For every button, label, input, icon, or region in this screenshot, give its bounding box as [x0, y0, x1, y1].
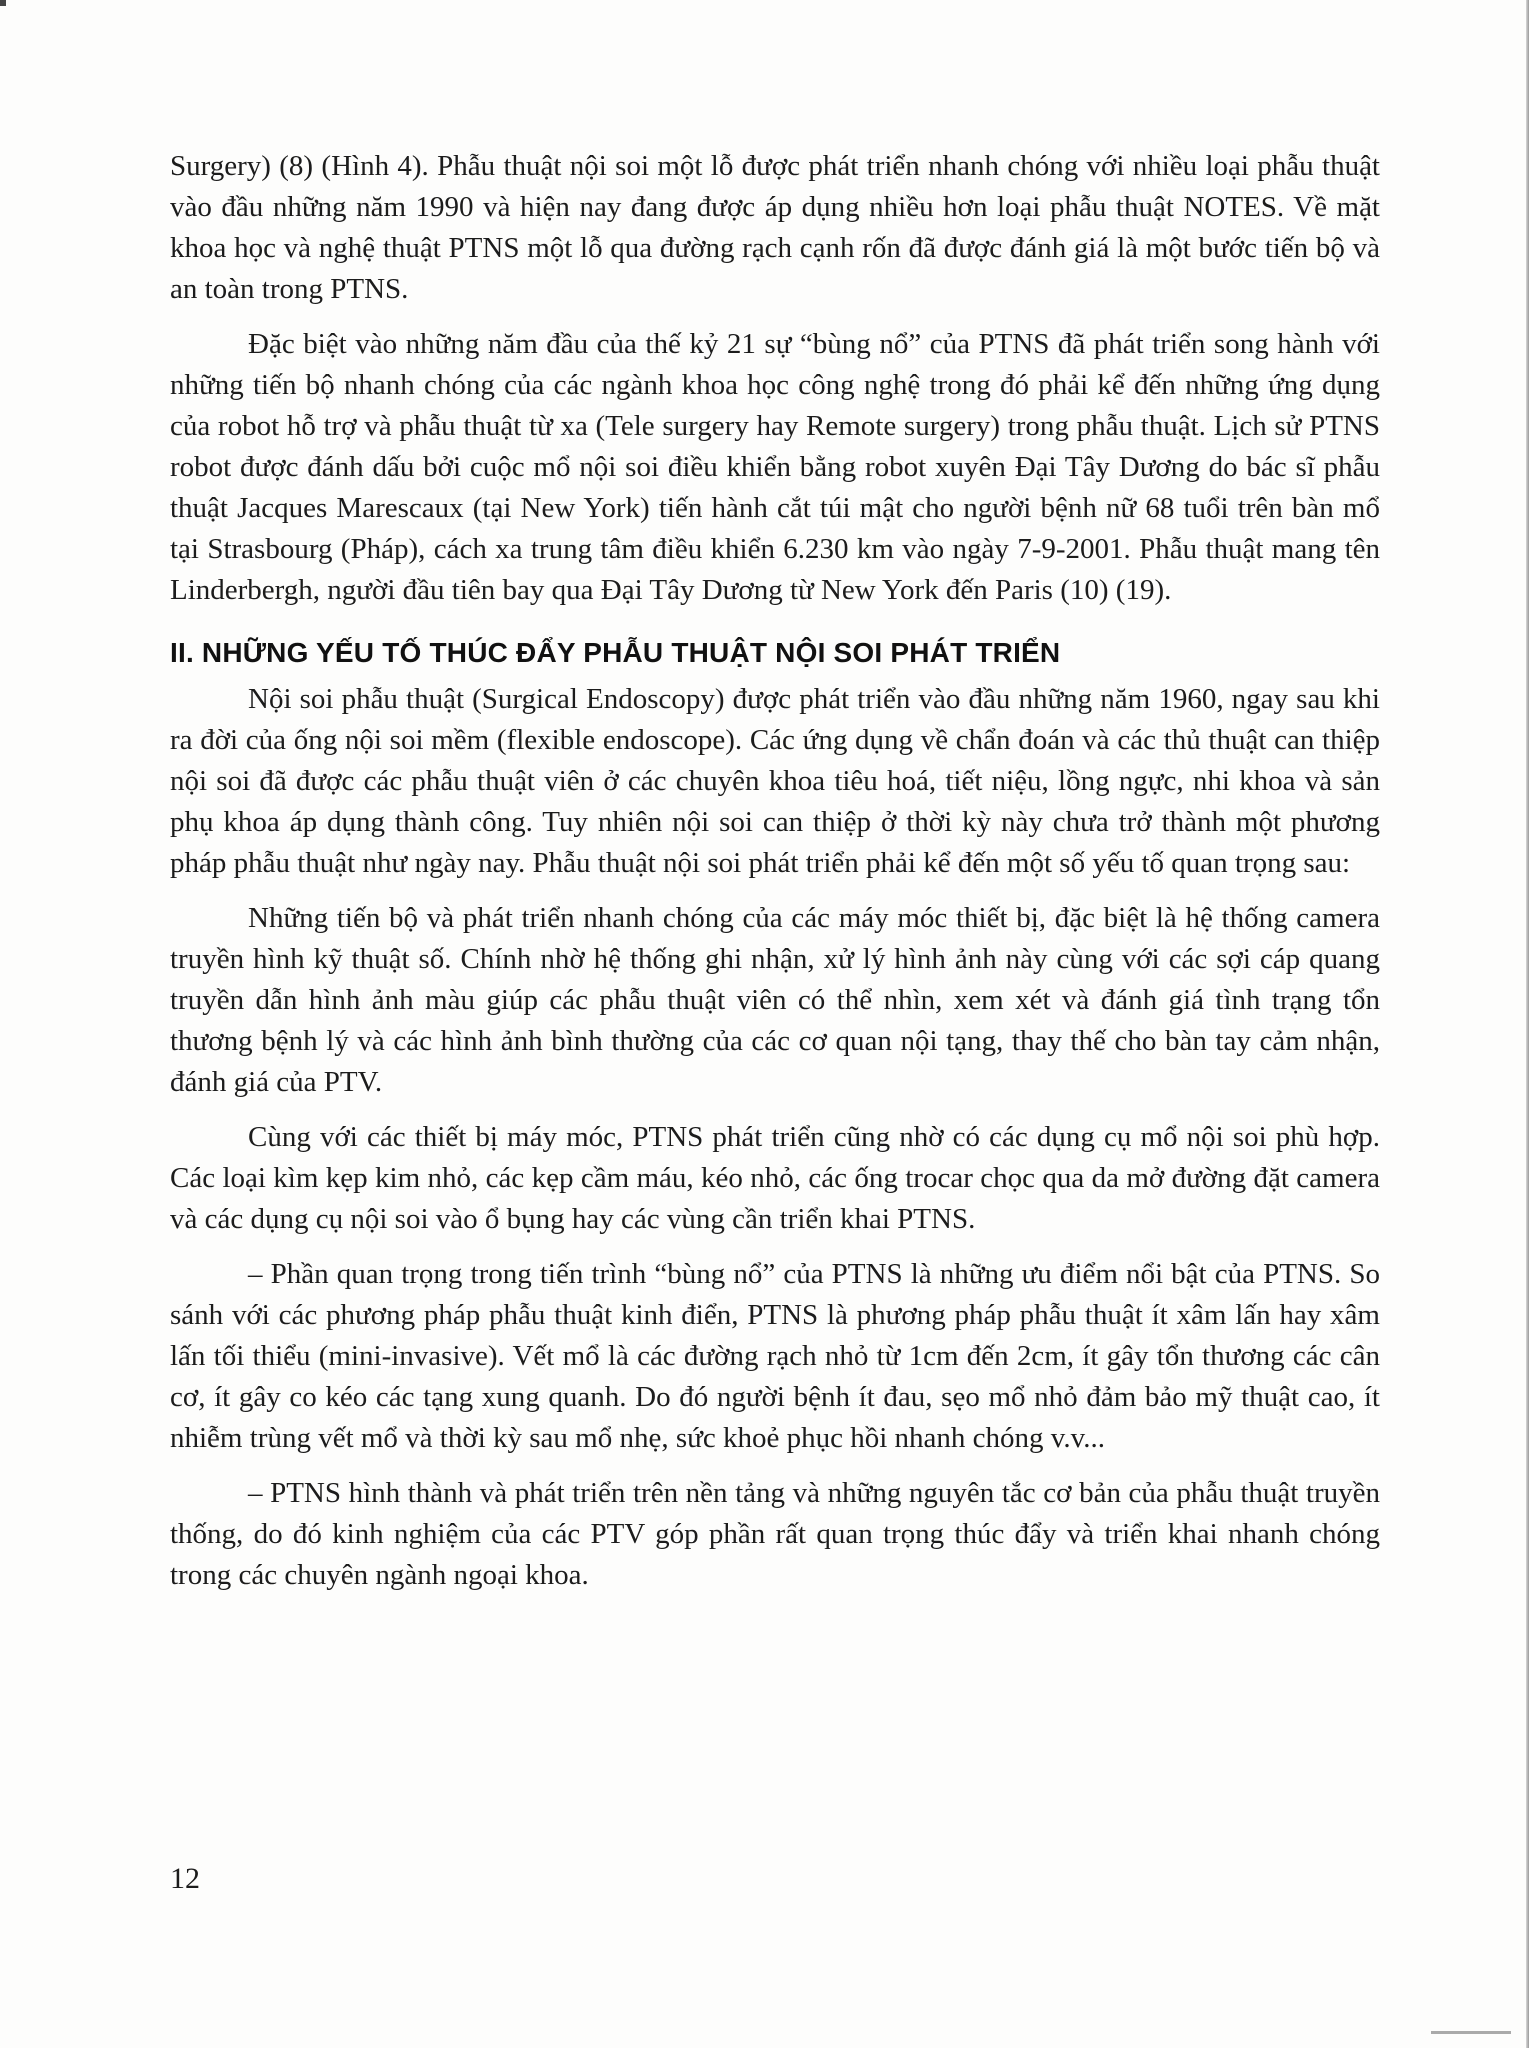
paragraph-surgical-endoscopy: Nội soi phẫu thuật (Surgical Endoscopy) được phát triển vào đầu những năm 1960, ngay sau khi ra đời của ống nội soi mềm (flexible endoscope). Các ứng dụng về chẩn đoán và các thủ thuật can thiệp nội soi đã được các phẫu thuật viên ở các chuyên khoa tiêu hoá, tiết niệu, lồng ngực, nhi khoa và sản phụ khoa áp dụng thành công. Tuy nhiên nội soi can thiệp ở thời kỳ này chưa trở thành một phương pháp phẫu thuật như ngày nay. Phẫu thuật nội soi phát triển phải kể đến một số yếu tố quan trọng sau: [170, 683, 1380, 879]
paragraph-foundations: – PTNS hình thành và phát triển trên nền tảng và những nguyên tắc cơ bản của phẫu thuật truyền thống, do đó kinh nghiệm của các PTV góp phần rất quan trọng thúc đẩy và triển khai nhanh chóng trong các chuyên ngành ngoại khoa. [170, 1477, 1380, 1591]
paragraph-robot-surgery: Đặc biệt vào những năm đầu của thế kỷ 21 sự “bùng nổ” của PTNS đã phát triển song hành với những tiến bộ nhanh chóng của các ngành khoa học công nghệ trong đó phải kể đến những ứng dụng của robot hỗ trợ và phẫu thuật từ xa (Tele surgery hay Remote surgery) trong phẫu thuật. Lịch sử PTNS robot được đánh dấu bởi cuộc mổ nội soi điều khiển bằng robot xuyên Đại Tây Dương do bác sĩ phẫu thuật Jacques Marescaux (tại New York) tiến hành cắt túi mật cho người bệnh nữ 68 tuổi trên bàn mổ tại Strasbourg (Pháp), cách xa trung tâm điều khiển 6.230 km vào ngày 7-9-2001. Phẫu thuật mang tên Linderbergh, người đầu tiên bay qua Đại Tây Dương từ New York đến Paris (10) (19). [170, 328, 1380, 606]
section-heading: II. NHỮNG YẾU TỐ THÚC ĐẨY PHẪU THUẬT NỘI SOI PHÁT TRIỂN [170, 637, 1061, 668]
paragraph-advantages: – Phần quan trọng trong tiến trình “bùng nổ” của PTNS là những ưu điểm nổi bật của PTNS. So sánh với các phương pháp phẫu thuật kinh điển, PTNS là phương pháp phẫu thuật ít xâm lấn hay xâm lấn tối thiểu (mini-invasive). Vết mổ là các đường rạch nhỏ từ 1cm đến 2cm, ít gây tổn thương các cân cơ, ít gây co kéo các tạng xung quanh. Do đó người bệnh ít đau, sẹo mổ nhỏ đảm bảo mỹ thuật cao, ít nhiễm trùng vết mổ và thời kỳ sau mổ nhẹ, sức khoẻ phục hồi nhanh chóng v.v... [170, 1258, 1380, 1454]
page-body [170, 146, 1380, 1610]
paragraph-continuation: Surgery) (8) (Hình 4). Phẫu thuật nội soi một lỗ được phát triển nhanh chóng với nhiều loại phẫu thuật vào đầu những năm 1990 và hiện nay đang được áp dụng nhiều hơn loại phẫu thuật NOTES. Về mặt khoa học và nghệ thuật PTNS một lỗ qua đường rạch cạnh rốn đã được đánh giá là một bước tiến bộ và an toàn trong PTNS. [170, 150, 1380, 305]
scan-bottom-mark [1431, 2031, 1511, 2034]
paragraph-instruments: Cùng với các thiết bị máy móc, PTNS phát triển cũng nhờ có các dụng cụ mổ nội soi phù hợp. Các loại kìm kẹp kim nhỏ, các kẹp cầm máu, kéo nhỏ, các ống trocar chọc qua da mở đường đặt camera và các dụng cụ nội soi vào ổ bụng hay các vùng cần triển khai PTNS. [170, 1121, 1380, 1235]
paragraph-camera-equipment: Những tiến bộ và phát triển nhanh chóng của các máy móc thiết bị, đặc biệt là hệ thống camera truyền hình kỹ thuật số. Chính nhờ hệ thống ghi nhận, xử lý hình ảnh này cùng với các sợi cáp quang truyền dẫn hình ảnh màu giúp các phẫu thuật viên có thể nhìn, xem xét và đánh giá tình trạng tổn thương bệnh lý và các hình ảnh bình thường của các cơ quan nội tạng, thay thế cho bàn tay cảm nhận, đánh giá của PTV. [170, 902, 1380, 1098]
page-number: 12 [170, 1862, 200, 1895]
scan-corner-mark [0, 0, 6, 6]
